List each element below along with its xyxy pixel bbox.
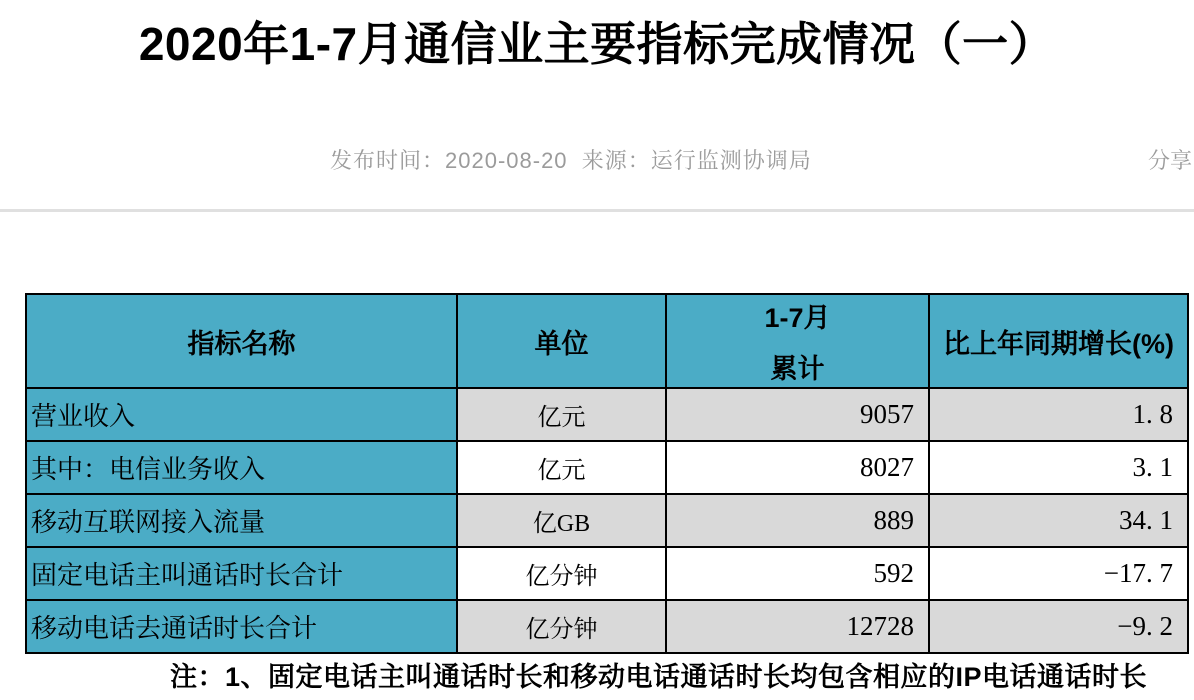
table-row — [26, 441, 1188, 494]
footnote: 注：1、固定电话主叫通话时长和移动电话通话时长均包含相应的IP电话通话时长 — [170, 662, 1148, 692]
col-header-indicator: 指标名称 — [26, 294, 457, 388]
value-cell: 12728 — [666, 600, 929, 653]
table-header-row — [26, 294, 1188, 388]
indicator-cell: 移动电话去通话时长合计 — [26, 600, 457, 653]
unit-cell: 亿分钟 — [457, 547, 666, 600]
table-row — [26, 388, 1188, 441]
growth-cell: 1. 8 — [929, 388, 1188, 441]
table-row — [26, 494, 1188, 547]
page-title: 2020年1-7月通信业主要指标完成情况（一） — [138, 18, 1056, 70]
col-header-period-line2: 累计 — [770, 354, 825, 384]
indicator-cell: 固定电话主叫通话时长合计 — [26, 547, 457, 600]
section-divider — [0, 209, 1194, 212]
table-row — [26, 547, 1188, 600]
value-cell: 8027 — [666, 441, 929, 494]
growth-cell: −9. 2 — [929, 600, 1188, 653]
value-cell: 9057 — [666, 388, 929, 441]
unit-cell: 亿元 — [457, 441, 666, 494]
col-header-growth: 比上年同期增长(%) — [929, 294, 1188, 388]
unit-cell: 亿元 — [457, 388, 666, 441]
col-header-period — [666, 294, 929, 388]
indicators-table — [25, 293, 1189, 654]
col-header-period-line1: 1-7月 — [764, 303, 831, 333]
unit-cell: 亿分钟 — [457, 600, 666, 653]
growth-cell: 34. 1 — [929, 494, 1188, 547]
col-header-unit: 单位 — [457, 294, 666, 388]
value-cell: 889 — [666, 494, 929, 547]
publish-info: 发布时间：2020-08-20 来源：运行监测协调局 — [330, 148, 812, 173]
table-row — [26, 600, 1188, 653]
indicator-cell: 其中：电信业务收入 — [26, 441, 457, 494]
growth-cell: −17. 7 — [929, 547, 1188, 600]
value-cell: 592 — [666, 547, 929, 600]
indicator-cell: 营业收入 — [26, 388, 457, 441]
growth-cell: 3. 1 — [929, 441, 1188, 494]
indicator-cell: 移动互联网接入流量 — [26, 494, 457, 547]
share-link[interactable]: 分享 — [1147, 148, 1192, 173]
unit-cell: 亿GB — [457, 494, 666, 547]
